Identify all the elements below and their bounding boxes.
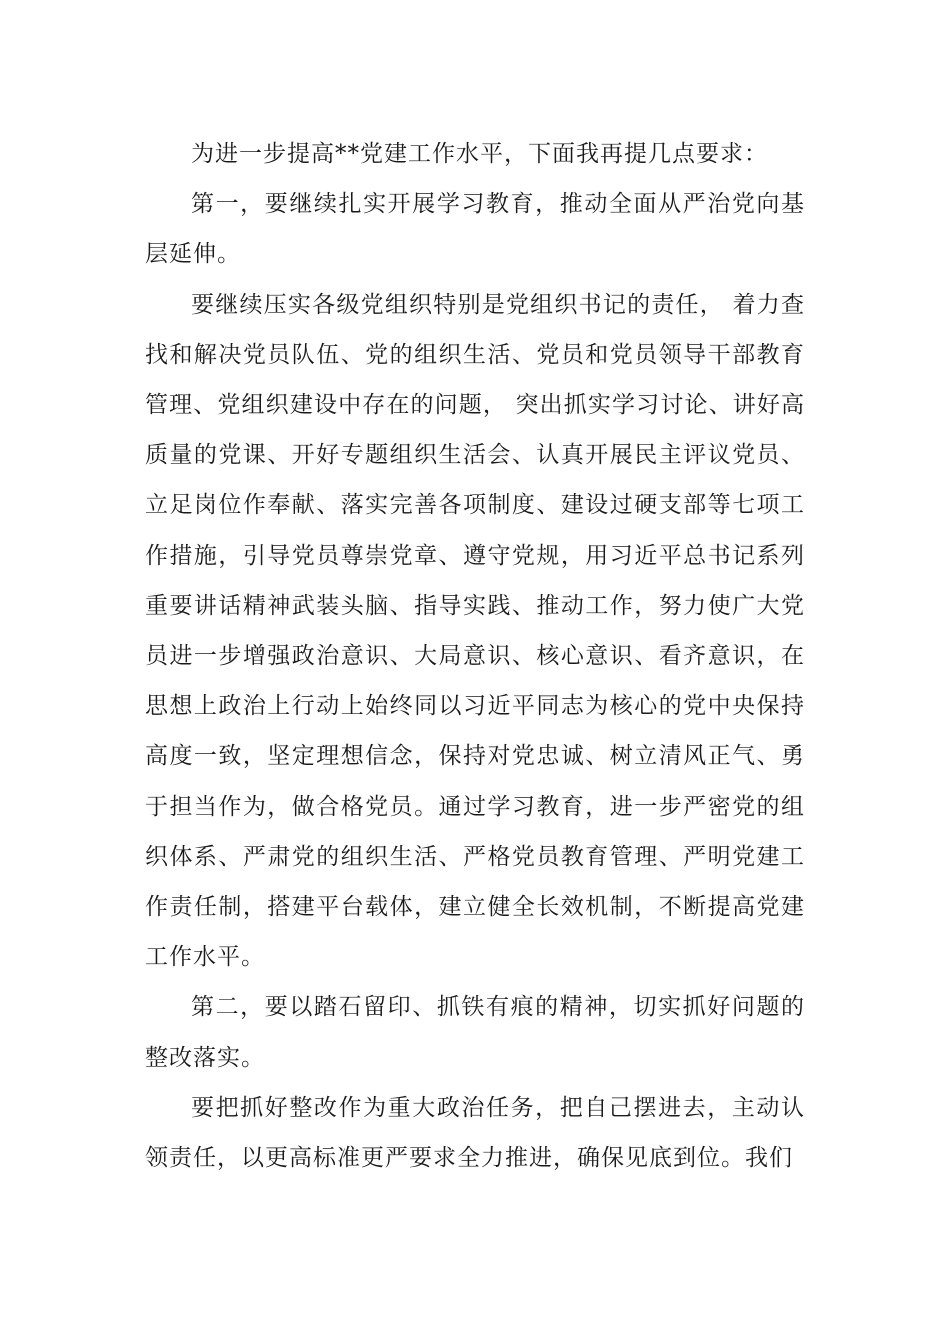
paragraph-intro: 为进一步提高**党建工作水平，下面我再提几点要求： bbox=[191, 141, 768, 167]
paragraph-point-one-heading: 第一，要继续扎实开展学习教育，推动全面从严治党向基层延伸。 bbox=[145, 191, 805, 268]
paragraph-point-two-heading: 第二，要以踏石留印、抓铁有痕的精神，切实抓好问题的整改落实。 bbox=[145, 994, 805, 1071]
paragraph-point-one-body: 要继续压实各级党组织特别是党组织书记的责任， 着力查找和解决党员队伍、党的组织生活、党员和党员领导干部教育管理、党组织建设中存在的问题， 突出抓实学习讨论、讲好高质量的党课、开好专题组织生活会、认真开展民主评议党员、立足岗位作奉献、落实完善各项制度、建设过硬支部等七项工作措施，引导党员尊崇党章、遵守党规，用习近平总书记系列重要讲话精神武装头脑、指导实践、推动工作，努力使广大党员进一步增强政治意识、大局意识、核心意识、看齐意识，在思想上政治上行动上始终同以习近平同志为核心的党中央保持高度一致，坚定理想信念，保持对党忠诚、树立清风正气、勇于担当作为，做合格党员。通过学习教育，进一步严密党的组织体系、严肃党的组织生活、严格党员教育管理、严明党建工作责任制，搭建平台载体，建立健全长效机制，不断提高党建工作水平。 bbox=[145, 291, 805, 971]
paragraph-point-two-body: 要把抓好整改作为重大政治任务，把自己摆进去，主动认领责任，以更高标准更严要求全力推进，确保见底到位。我们 bbox=[145, 1094, 805, 1172]
document-body bbox=[145, 129, 805, 1183]
